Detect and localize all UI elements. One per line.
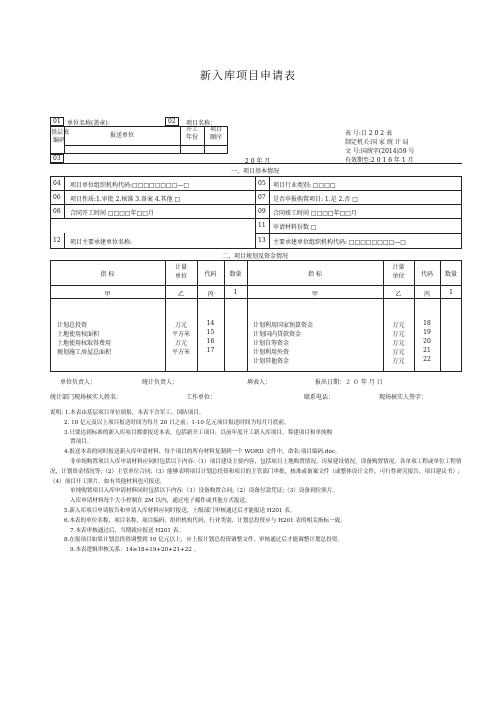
s1-r5-no1: 12 [53, 237, 61, 244]
s1-r5-label1: 项目主要承建单位名称: [70, 239, 133, 246]
s1-r1-label2: 项目行业类别: □□□□ [273, 182, 336, 189]
sub-b-right: 乙 [395, 291, 402, 298]
hdr-unit-right: 计量 单位 [392, 264, 405, 280]
right-item-code: 19 [423, 329, 431, 336]
left-item-name: 规划施工房屋总面积 [57, 349, 112, 356]
note-line: 5.新入库项目申请报告和申请入库材料应同时报送，上级部门审核通过后才能报送 H201 表。 [64, 507, 296, 514]
left-item-code: 15 [206, 329, 215, 336]
section1-title: 一、项目基本情况 [230, 168, 279, 175]
note-line: 置项目。 [70, 439, 93, 446]
sub-d-left: 1 [233, 289, 238, 296]
right-item-code: 22 [423, 356, 431, 363]
s1-r2-label2: 是否申报购置项目: 1.是 2.否 □ [273, 196, 358, 203]
sub-a-right: 甲 [311, 291, 318, 298]
right-item-unit: 万元 [392, 358, 405, 365]
sub-a-left: 甲 [104, 291, 111, 298]
unit-no: 01 [53, 118, 61, 125]
s1-r5-no2: 13 [258, 237, 266, 244]
left-item-code: 17 [206, 347, 215, 354]
s1-r2-no1: 06 [53, 194, 61, 201]
sig-phone: 联系电话： [304, 394, 335, 401]
project-name-label: 项目名称： [186, 120, 217, 127]
s1-r3-no1: 08 [53, 208, 61, 215]
s1-r5-label2: 主要承建单位组织机构代码: □□□□□□□□—□ [273, 239, 406, 246]
right-item-code: 21 [423, 347, 431, 354]
sub-c-left: 丙 [207, 291, 214, 298]
left-item-unit: 万元 [174, 322, 187, 329]
s1-r1-label1: 项目单位组织机构代码:□□□□□□□□—□ [70, 182, 190, 189]
valid-until: 有效期至:2 0 1 6 年 1 月 [345, 157, 414, 164]
hdr-qty-left: 数量 [229, 271, 242, 278]
hdr-unit-left: 计量 单位 [174, 264, 187, 280]
right-item-name: 计划利用外资 [253, 349, 290, 356]
s1-r3-label1: 合同开工时间 □□□□年□□月 [70, 210, 154, 217]
note-line: 单纯购置项目入库申请材料同时包括以下内容:（1）设备购置合同;（2）设备付款凭证;（3）设备到位照片。 [70, 488, 339, 495]
left-item-code: 16 [206, 338, 215, 345]
s1-r4-no2: 11 [258, 222, 266, 229]
right-item-code: 20 [423, 338, 431, 345]
report-unit-label: 报送单位 [109, 132, 134, 139]
section2-title: 二、项目规划及资金情况 [221, 253, 288, 260]
hdr-qty-right: 数量 [444, 271, 457, 278]
note-line: 非单纯购置项目入库申请材料应同时包括以下内容:（1）项目建设主要内容，包括项目土地购置情况、房屋建设情况，设备购置情况、各单项工程或单位工程情况，计划资金情况等;（2）主管单位合同;（3）能够表明项目计划总投资和项目的主管部门审批，核准或备案文件（或整体设计文件、可行性研究报告、项目建议书）;（4）项目开工照片，如有其他材料也可报送。 [50, 458, 462, 485]
right-item-code: 18 [423, 320, 431, 327]
right-item-unit: 万元 [392, 349, 405, 356]
unit-name-label: 单位名称(盖章)： [67, 120, 114, 127]
hdr-code-right: 代码 [420, 271, 433, 278]
sig-report-date: 报出日期：２ ０ 年 月 日 [315, 379, 383, 386]
hdr-code-left: 代码 [204, 271, 217, 278]
page-title: 新入库项目申请表 [200, 69, 296, 82]
right-item-name: 计划其他资金 [253, 358, 290, 365]
left-item-name: 计划总投资 [57, 322, 88, 329]
code-no: 03 [53, 155, 61, 162]
note-line: 说明: 1.本表由基层项目单位填报，本表不含军工、国防项目。 [50, 410, 205, 416]
notes [50, 409, 462, 556]
note-line: 7.本表审核通过后，当期就应报送 H201 表。 [70, 527, 184, 534]
note-line: 8.在报项目如果计划总投资调整到 10 亿元以上，应上报计划总投资调整文件，审核通过后才能调整计划总投资。 [64, 537, 343, 544]
sig-verifier-name: 统计部门现场核实人姓名： [50, 394, 123, 401]
note-line: 6.本表的单位名称、项目名称、项目编码、组织机构代码、行业类别、计划总投资应与 H201 表的相关指标一致。 [64, 517, 346, 524]
left-item-name: 土地使用权取得费用 [57, 340, 112, 347]
note-line: 3.只要达到标准的新入库项目都要报送本表，包括新开工项目、以前年度开工新入库项目、筹建项目和单纯购 [64, 429, 333, 436]
sig-verifier-sign: 现场核实人签字： [379, 394, 428, 401]
s1-r3-label2: 合同竣工时间 □□□□年□□月 [273, 210, 357, 217]
project-order-label: 项目 顺序 [209, 126, 222, 141]
start-year-label: 开工 年份 [185, 126, 198, 141]
sub-c-right: 丙 [423, 291, 430, 298]
sub-b-left: 乙 [177, 291, 184, 298]
hdr-indicator-right: 指 标 [308, 271, 322, 278]
hdr-indicator-left: 指 标 [100, 271, 115, 278]
table-no: 表 号:目 2 0 2 表 [345, 130, 393, 137]
right-item-name: 计划自筹资金 [253, 340, 290, 347]
note-line: 9.本表逻辑审核关系：14≥18+19+20+21+22 。 [70, 547, 200, 554]
left-item-unit: 万元 [174, 340, 187, 347]
s1-r2-no2: 07 [258, 194, 266, 201]
left-item-unit: 平方米 [171, 349, 190, 356]
right-item-name: 计划利用国家预算资金 [253, 322, 314, 329]
right-item-name: 计划国内贷款资金 [253, 331, 302, 338]
note-line: 2. 10 亿元及以上项目报送时间为每月 20 日之前；1-10 亿元项目报送时间为每月月底前。 [64, 419, 290, 426]
s1-r1-no2: 05 [258, 180, 266, 187]
s1-r2-label1: 项目性质:1.审批 2.核准 3.备案 4.其他 □ [70, 196, 181, 203]
sig-unit-head: 单位负责人： [60, 379, 97, 386]
base-table-label: 基层表 编码 [51, 129, 70, 144]
note-line: 4.报送本表的同时报送新入库申请材料，每个项目的所有材料复制到一个 WORD 文件中，命名:项目编码.doc。 [64, 449, 341, 456]
left-item-name: 土地使用权面积 [57, 331, 100, 338]
left-item-unit: 平方米 [171, 331, 190, 338]
issuing-org: 制定机关:国 家 统 计 局 [345, 139, 409, 146]
sub-d-right: 1 [449, 289, 453, 296]
right-item-unit: 万元 [392, 322, 405, 329]
note-line: 入库申请材料每个大小控制在 2M 以内，通过电子邮件或其他方式报送。 [70, 498, 251, 505]
sig-stat-head: 统计负责人： [142, 379, 179, 386]
s1-r1-no1: 04 [53, 180, 61, 187]
sig-work-unit: 工作单位： [186, 394, 217, 401]
doc-no: 文 号:国统字(2014)59 号 [345, 148, 415, 155]
right-item-unit: 万元 [392, 340, 405, 347]
sig-filler: 填表人： [247, 379, 272, 386]
right-item-unit: 万元 [392, 331, 405, 338]
s1-r4-label2: 申请材料份数 □ [273, 224, 317, 231]
year-month: 2 0 年 月 [245, 158, 271, 165]
project-no: 02 [168, 118, 176, 125]
s1-r3-no2: 09 [258, 208, 266, 215]
left-item-code: 14 [206, 320, 215, 327]
